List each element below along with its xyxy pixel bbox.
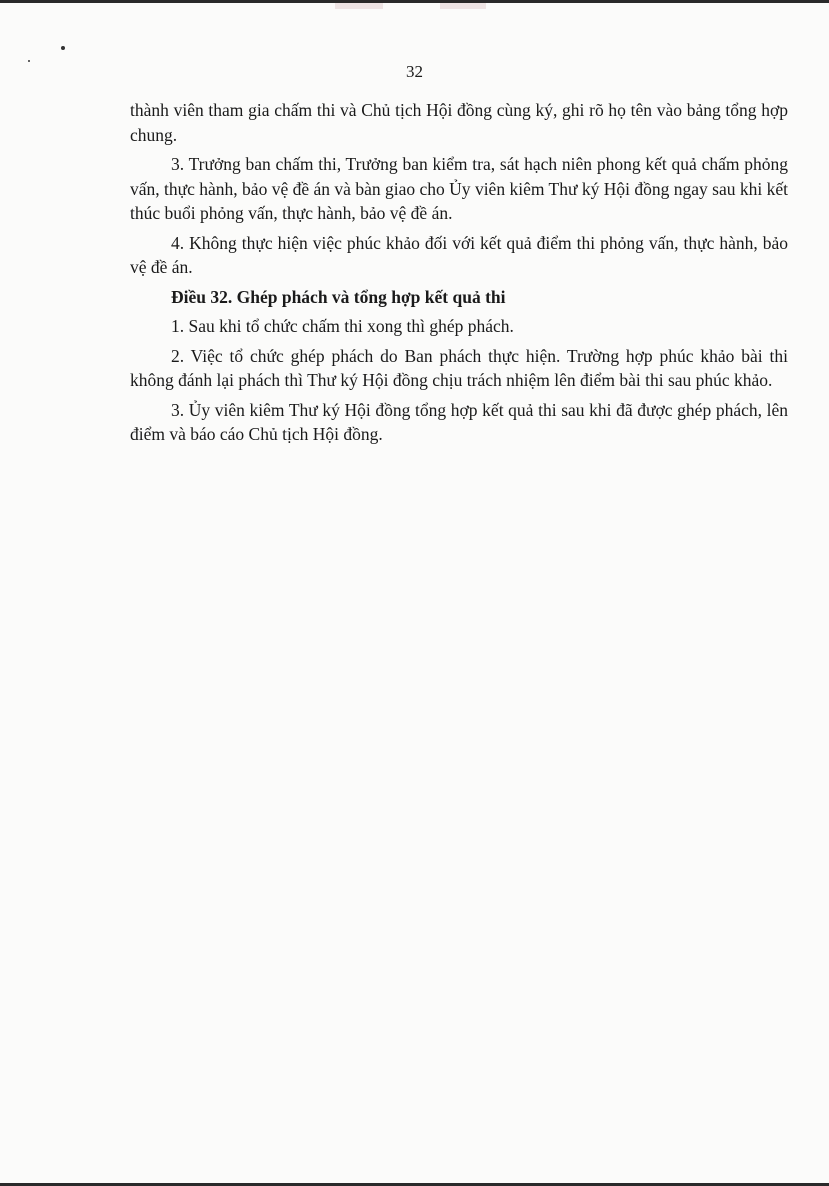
article-paragraph-3: 3. Ủy viên kiêm Thư ký Hội đồng tổng hợp kết quả thi sau khi đã được ghép phách, lên điểm và báo cáo Chủ tịch Hội đồng. [130,399,788,444]
article-heading: Điều 32. Ghép phách và tổng hợp kết quả thi [171,286,506,307]
paragraph-item-3: 3. Trưởng ban chấm thi, Trưởng ban kiểm tra, sát hạch niên phong kết quả chấm phỏng vấn, thực hành, bảo vệ đề án và bàn giao cho Ủy viên kiêm Thư ký Hội đồng ngay sau khi kết thúc buổi phỏng vấn, thực hành, bảo vệ đề án. [130,154,788,223]
article-paragraph-2: 2. Việc tổ chức ghép phách do Ban phách thực hiện. Trường hợp phúc khảo bài thi không đánh lại phách thì Thư ký Hội đồng chịu trách nhiệm lên điểm bài thi sau phúc khảo. [130,345,788,390]
scan-speck [61,46,65,50]
scan-smudge [440,3,486,9]
paragraph-continuation: thành viên tham gia chấm thi và Chủ tịch Hội đồng cùng ký, ghi rõ họ tên vào bảng tổng hợp chung. [130,100,788,145]
paragraph-item-4: 4. Không thực hiện việc phúc khảo đối với kết quả điểm thi phỏng vấn, thực hành, bảo vệ đề án. [130,232,788,277]
article-paragraph-1: 1. Sau khi tổ chức chấm thi xong thì ghép phách. [171,316,514,336]
document-body [130,98,788,452]
page-number: 32 [406,62,423,81]
scan-smudge [335,3,383,9]
scan-top-edge [0,0,829,3]
